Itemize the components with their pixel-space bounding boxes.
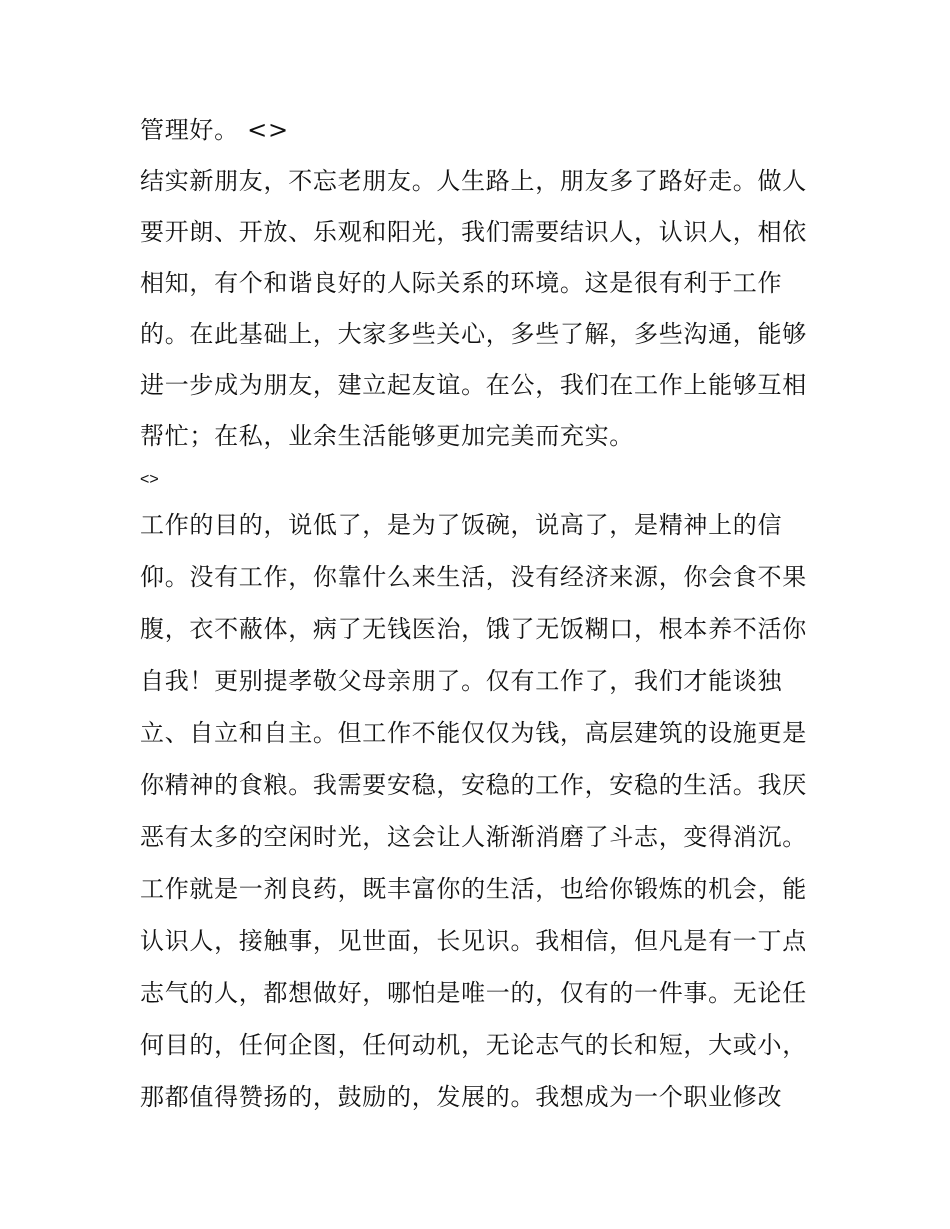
text-line-15: 工作就是一剂良药，既丰富你的生活，也给你锻炼的机会，能 <box>140 875 807 903</box>
text-line-3: 要开朗、开放、乐观和阳光，我们需要结识人，认识人，相依 <box>140 218 807 246</box>
text-line-10: 腹，衣不蔽体，病了无钱医治，饿了无饭糊口，根本养不活你 <box>140 615 807 643</box>
text-line-13: 你精神的食粮。我需要安稳，安稳的工作，安稳的生活。我厌 <box>140 771 807 799</box>
text-line-7: 帮忙；在私，业余生活能够更加完美而充实。 <box>140 422 634 450</box>
text-line-12: 立、自立和自主。但工作不能仅仅为钱，高层建筑的设施更是 <box>140 719 807 747</box>
text-line-8: 工作的目的，说低了，是为了饭碗，说高了，是精神上的信 <box>140 511 783 539</box>
text-line-18: 何目的，任何企图，任何动机，无论志气的长和短，大或小， <box>140 1031 807 1059</box>
text-line-19: 那都值得赞扬的，鼓励的，发展的。我想成为一个职业修改 <box>140 1083 783 1111</box>
text-line-9: 仰。没有工作，你靠什么来生活，没有经济来源，你会食不果 <box>140 563 807 591</box>
text-line-2: 结实新朋友，不忘老朋友。人生路上，朋友多了路好走。做人 <box>140 167 807 195</box>
paragraph-marker: <> <box>140 471 159 488</box>
text-line-16: 认识人，接触事，见世面，长见识。我相信，但凡是有一丁点 <box>140 927 807 955</box>
text-line-14: 恶有太多的空闲时光，这会让人渐渐消磨了斗志，变得消沉。 <box>140 823 807 851</box>
text-line-4: 相知，有个和谐良好的人际关系的环境。这是很有利于工作 <box>140 269 783 297</box>
text-line-5: 的。在此基础上，大家多些关心，多些了解，多些沟通，能够 <box>140 320 807 348</box>
text-line-17: 志气的人，都想做好，哪怕是唯一的，仅有的一件事。无论任 <box>140 979 807 1007</box>
text-line-11: 自我！更别提孝敬父母亲朋了。仅有工作了，我们才能谈独 <box>140 667 783 695</box>
text-line-6: 进一步成为朋友，建立起友谊。在公，我们在工作上能够互相 <box>140 371 807 399</box>
text-line-1: 管理好。 <> <box>140 116 289 144</box>
